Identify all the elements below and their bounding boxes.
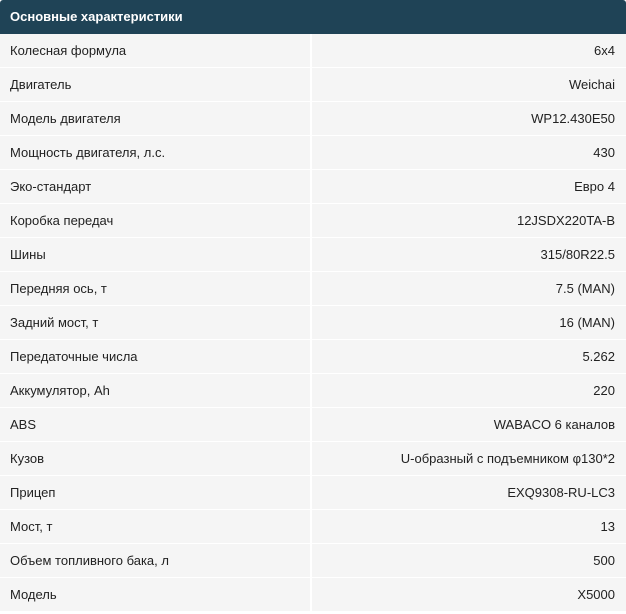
spec-label: Прицеп [0, 476, 312, 509]
spec-row-gearbox [0, 204, 626, 238]
spec-value: 7.5 (MAN) [312, 272, 626, 305]
spec-value: 12JSDX220TA-B [312, 204, 626, 237]
spec-label: Объем топливного бака, л [0, 544, 312, 577]
spec-value: Евро 4 [312, 170, 626, 203]
specs-header-title: Основные характеристики [0, 0, 626, 34]
spec-value: EXQ9308-RU-LC3 [312, 476, 626, 509]
spec-label: Передаточные числа [0, 340, 312, 373]
spec-label: Колесная формула [0, 34, 312, 67]
spec-row-fuel-tank [0, 544, 626, 578]
spec-row-trailer [0, 476, 626, 510]
spec-value: 315/80R22.5 [312, 238, 626, 271]
spec-row-eco-standard [0, 170, 626, 204]
spec-row-engine [0, 68, 626, 102]
spec-value: 13 [312, 510, 626, 543]
spec-value: Weichai [312, 68, 626, 101]
spec-row-gear-ratio [0, 340, 626, 374]
spec-row-axle [0, 510, 626, 544]
spec-row-abs [0, 408, 626, 442]
spec-label: Эко-стандарт [0, 170, 312, 203]
spec-value: 16 (MAN) [312, 306, 626, 339]
spec-value: U-образный с подъемником φ130*2 [312, 442, 626, 475]
spec-label: ABS [0, 408, 312, 441]
spec-label: Кузов [0, 442, 312, 475]
spec-value: 5.262 [312, 340, 626, 373]
spec-row-wheel-formula [0, 34, 626, 68]
spec-label: Аккумулятор, Ah [0, 374, 312, 407]
spec-value: 220 [312, 374, 626, 407]
spec-value: 430 [312, 136, 626, 169]
spec-label: Шины [0, 238, 312, 271]
spec-label: Модель двигателя [0, 102, 312, 135]
spec-row-tires [0, 238, 626, 272]
spec-row-engine-model [0, 102, 626, 136]
spec-label: Двигатель [0, 68, 312, 101]
spec-value: WABACO 6 каналов [312, 408, 626, 441]
spec-row-engine-power [0, 136, 626, 170]
spec-label: Модель [0, 578, 312, 611]
specs-body [0, 34, 626, 612]
spec-value: X5000 [312, 578, 626, 611]
spec-label: Мост, т [0, 510, 312, 543]
spec-row-front-axle [0, 272, 626, 306]
spec-label: Мощность двигателя, л.с. [0, 136, 312, 169]
spec-row-battery [0, 374, 626, 408]
spec-value: 500 [312, 544, 626, 577]
spec-label: Коробка передач [0, 204, 312, 237]
spec-row-model [0, 578, 626, 612]
spec-row-rear-axle [0, 306, 626, 340]
spec-label: Передняя ось, т [0, 272, 312, 305]
spec-value: 6x4 [312, 34, 626, 67]
spec-label: Задний мост, т [0, 306, 312, 339]
spec-row-body [0, 442, 626, 476]
spec-value: WP12.430E50 [312, 102, 626, 135]
